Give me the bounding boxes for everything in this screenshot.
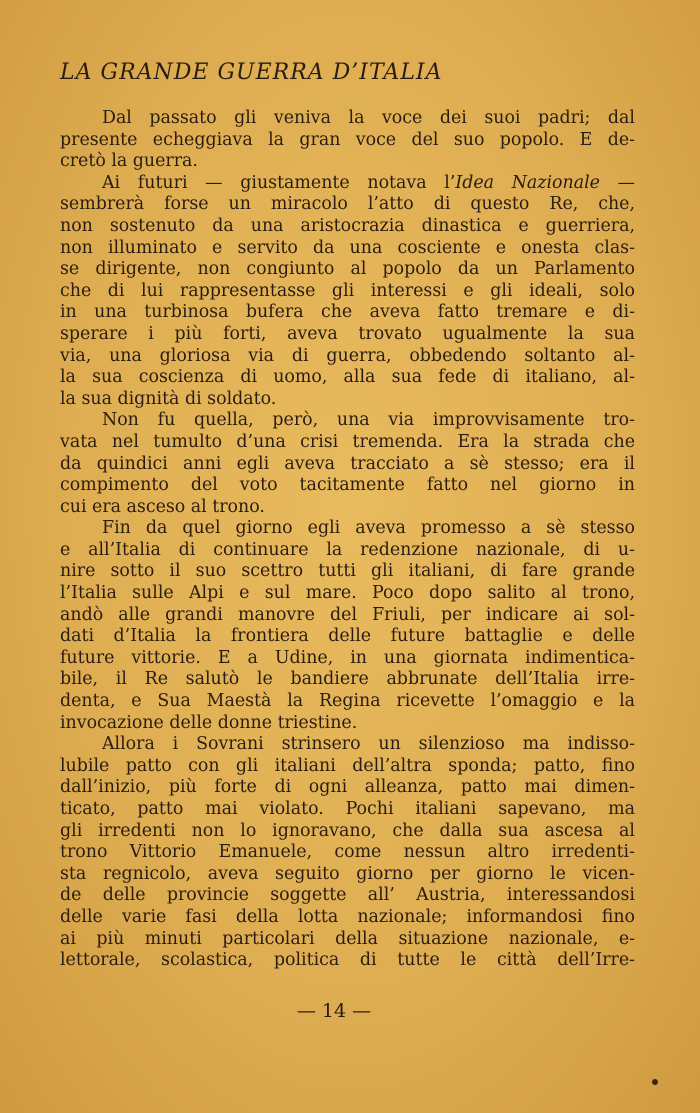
text-line: ai più minuti particolari della situazione nazionale, e- xyxy=(60,928,635,949)
text-line: Non fu quella, però, una via improvvisamente tro- xyxy=(102,410,635,431)
text-line: compimento del voto tacitamente fatto nel giorno in xyxy=(60,475,635,496)
text-line: bile, il Re salutò le bandiere abbrunate dell’Italia irre- xyxy=(60,669,635,690)
text-line: dall’inizio, più forte di ogni alleanza, patto mai dimen- xyxy=(60,777,635,798)
text-line: Dal passato gli veniva la voce dei suoi padri; dal xyxy=(102,108,635,128)
text-line: lubile patto con gli italiani dell’altra sponda; patto, fino xyxy=(60,755,635,776)
text-line: via, una gloriosa via di guerra, obbedendo soltanto al- xyxy=(60,345,635,366)
text-line: l’Italia sulle Alpi e sul mare. Poco dopo salito al trono, xyxy=(60,583,635,604)
text-line: gli irredenti non lo ignoravano, che dalla sua ascesa al xyxy=(60,820,635,841)
text-line: future vittorie. E a Udine, in una giornata indimentica- xyxy=(60,647,635,668)
text-line: non sostenuto da una aristocrazia dinastica e guerriera, xyxy=(60,215,635,236)
text-line: presente echeggiava la gran voce del suo popolo. E de- xyxy=(60,129,635,150)
text-line: vata nel tumulto d’una crisi tremenda. Era la strada che xyxy=(60,431,635,452)
text-fragment: — xyxy=(599,172,635,193)
text-line: lettorale, scolastica, politica di tutte le città dell’Irre- xyxy=(60,950,635,971)
text-fragment: Ai futuri — giustamente notava l’ xyxy=(102,172,456,193)
text-line: sembrerà forse un miracolo l’atto di questo Re, che, xyxy=(60,194,635,215)
text-line: in una turbinosa bufera che aveva fatto tremare e di- xyxy=(60,302,635,323)
text-line: da quindici anni egli aveva tracciato a sè stesso; era il xyxy=(60,453,635,474)
text-line: e all’Italia di continuare la redenzione nazionale, di u- xyxy=(60,539,635,560)
text-line: la sua coscienza di uomo, alla sua fede di italiano, al- xyxy=(60,367,635,388)
text-line: nire sotto il suo scettro tutti gli italiani, di fare grande xyxy=(60,561,635,582)
text-line: Allora i Sovrani strinsero un silenzioso ma indisso- xyxy=(102,734,635,755)
text-line: trono Vittorio Emanuele, come nessun altro irredenti- xyxy=(60,842,635,863)
body-text xyxy=(60,108,635,972)
text-line: cui era asceso al trono. xyxy=(60,496,265,517)
text-line xyxy=(60,173,635,195)
text-line: ticato, patto mai violato. Pochi italiani sapevano, ma xyxy=(60,799,635,819)
text-line: non illuminato e servito da una cosciente e onesta clas- xyxy=(60,237,635,258)
text-line: denta, e Sua Maestà la Regina ricevette l’omaggio e la xyxy=(60,691,635,712)
text-line: la sua dignità di soldato. xyxy=(60,388,277,409)
running-head: LA GRANDE GUERRA D’ITALIA xyxy=(60,60,443,85)
text-line: de delle provincie soggette all’ Austria, interessandosi xyxy=(60,885,635,906)
text-line: sta regnicolo, aveva seguito giorno per giorno le vicen- xyxy=(60,863,635,884)
text-line: Fin da quel giorno egli aveva promesso a sè stesso xyxy=(102,518,635,539)
text-line: cretò la guerra. xyxy=(60,151,198,172)
text-line: che di lui rappresentasse gli interessi e gli ideali, solo xyxy=(60,280,635,301)
text-line: delle varie fasi della lotta nazionale; informandosi fino xyxy=(60,906,635,927)
page-number: — 14 — xyxy=(296,1000,372,1022)
text-line: se dirigente, non congiunto al popolo da un Parlamento xyxy=(60,259,635,280)
text-line: dati d’Italia la frontiera delle future battaglie e delle xyxy=(60,626,635,647)
italic-title: Idea Nazionale xyxy=(455,172,600,193)
text-line: andò alle grandi manovre del Friuli, per indicare ai sol- xyxy=(60,604,635,625)
text-line: sperare i più forti, aveva trovato ugualmente la sua xyxy=(60,323,635,344)
text-line: invocazione delle donne triestine. xyxy=(60,712,358,733)
ink-speck xyxy=(652,1079,658,1085)
